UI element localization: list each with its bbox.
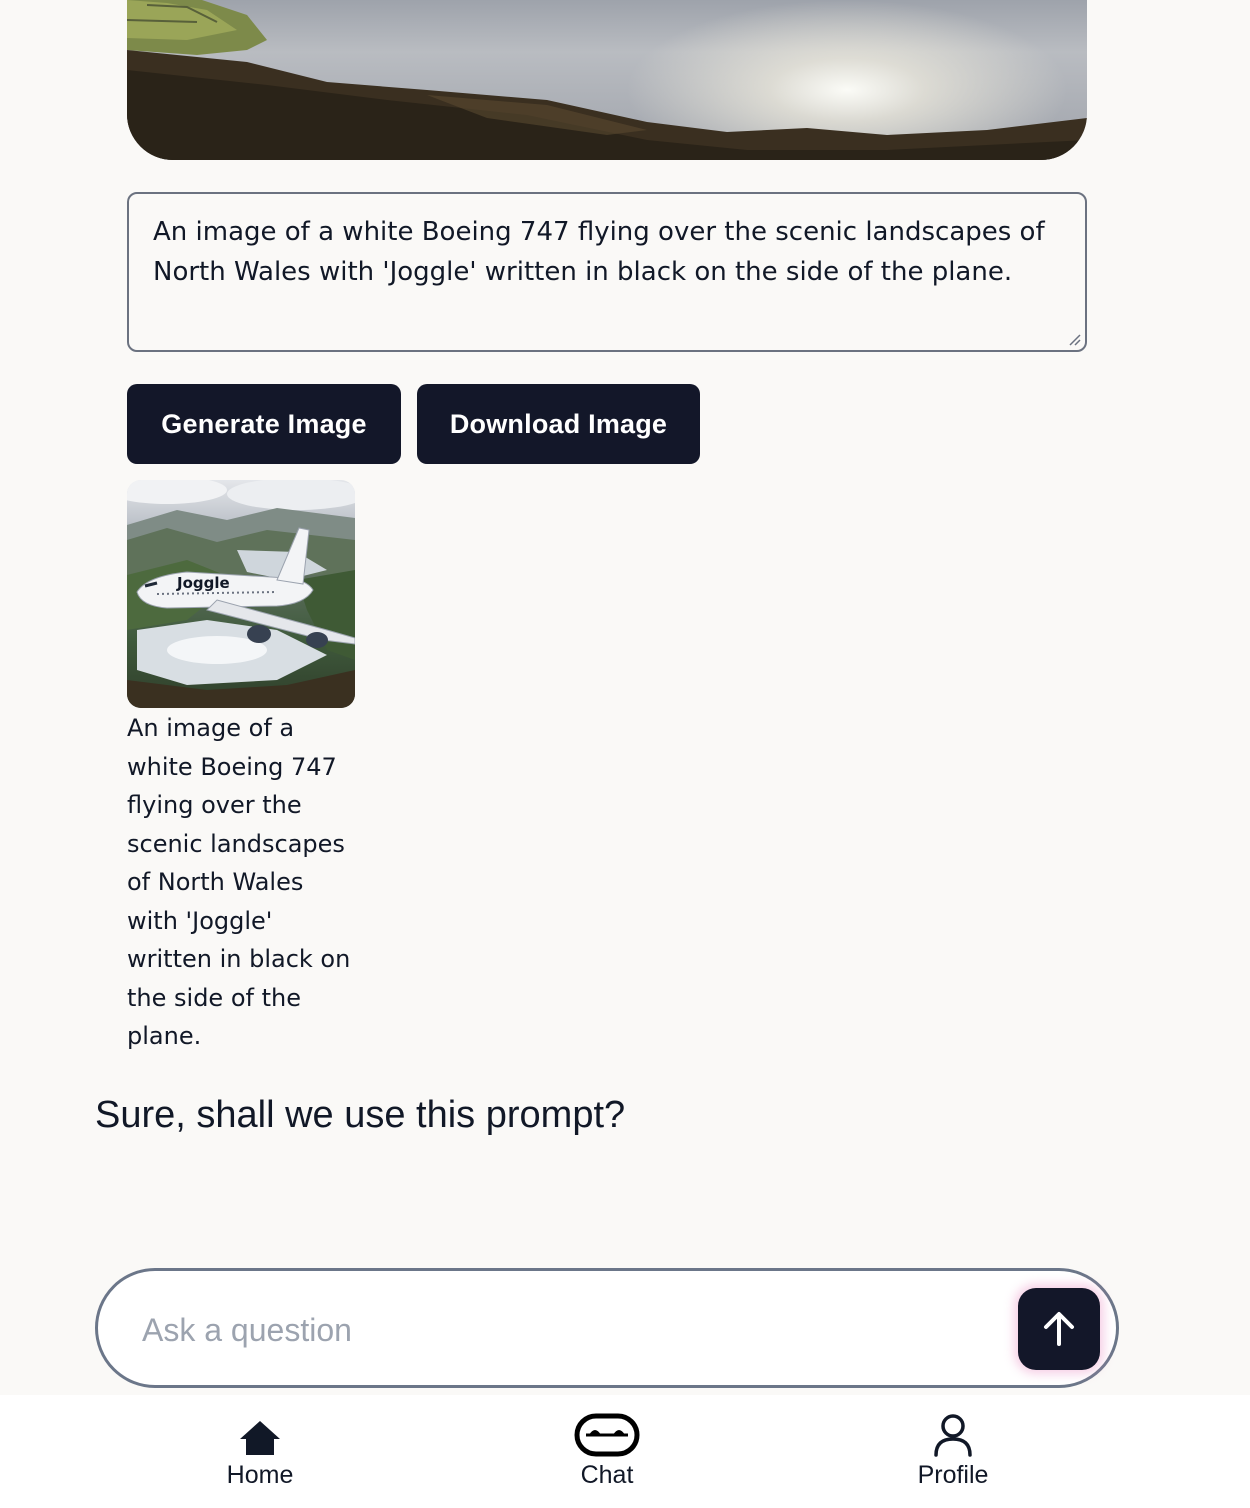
- send-button[interactable]: [1018, 1288, 1100, 1370]
- profile-icon: [933, 1413, 973, 1457]
- chat-input-bar: [95, 1268, 1119, 1388]
- download-image-button[interactable]: Download Image: [417, 384, 700, 464]
- question-input[interactable]: [140, 1299, 984, 1361]
- nav-chat-label: Chat: [580, 1461, 634, 1489]
- prompt-textarea[interactable]: [127, 192, 1087, 352]
- generated-image-thumbnail[interactable]: [127, 480, 355, 708]
- generated-image-caption: An image of a white Boeing 747 flying over the scenic landscapes of North Wales with 'Joggle' written in black on the side of the plane.: [127, 714, 351, 1050]
- hero-landscape: [127, 0, 1087, 160]
- generated-image-art: [127, 480, 355, 708]
- assistant-message: Sure, shall we use this prompt?: [95, 1094, 626, 1136]
- resize-handle-icon[interactable]: [1067, 332, 1081, 346]
- nav-profile[interactable]: [853, 1395, 1053, 1508]
- plane-livery-text: Joggle: [177, 574, 230, 592]
- nav-profile-label: Profile: [917, 1461, 989, 1489]
- chat-bot-icon: [574, 1413, 640, 1457]
- bottom-navigation: [0, 1395, 1250, 1508]
- generate-image-button[interactable]: Generate Image: [127, 384, 401, 464]
- prompt-text: An image of a white Boeing 747 flying over the scenic landscapes of North Wales with 'Joggle' written in black on the side of the plane.: [153, 217, 1045, 287]
- arrow-up-icon: [1040, 1310, 1078, 1348]
- nav-home[interactable]: [160, 1395, 360, 1508]
- nav-chat[interactable]: [507, 1395, 707, 1508]
- nav-home-label: Home: [226, 1461, 294, 1489]
- home-icon: [239, 1419, 281, 1457]
- hero-image: [127, 0, 1087, 160]
